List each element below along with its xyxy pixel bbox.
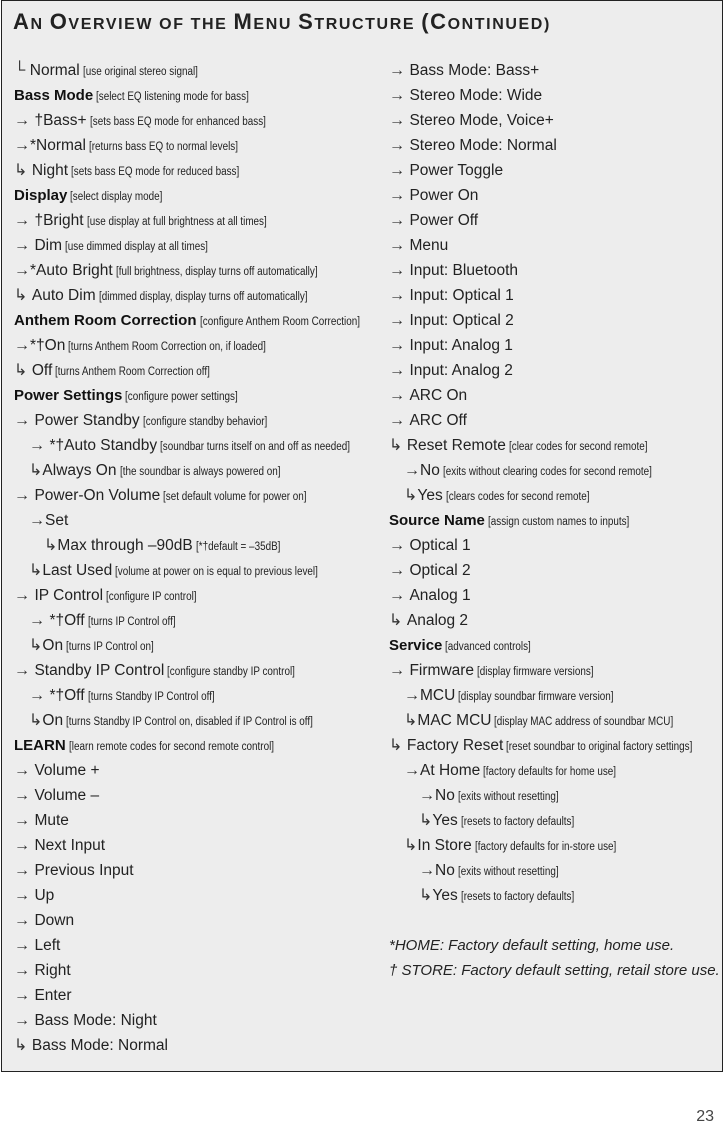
menu-item-label: Analog 1: [409, 587, 471, 604]
menu-item: [389, 283, 719, 308]
footnote-text: *HOME: Factory default setting, home use.: [389, 937, 675, 954]
menu-item-label: *†On: [30, 337, 66, 354]
menu-item-label: Last Used: [42, 562, 113, 579]
title-capital: A: [13, 9, 31, 34]
menu-item-label: Volume +: [34, 762, 100, 779]
tree-arrow-icon: →: [14, 1012, 35, 1029]
menu-item: [389, 833, 719, 858]
menu-item-description: [turns IP Control off]: [87, 616, 176, 628]
tree-arrow-icon: →: [389, 262, 410, 279]
menu-item-description: [configure IP control]: [106, 591, 197, 603]
menu-item: [389, 83, 719, 108]
tree-arrow-icon: →: [389, 162, 410, 179]
tree-arrow-icon: ↳: [389, 437, 407, 454]
menu-item-label: Normal: [29, 62, 80, 79]
menu-section-header: [14, 308, 374, 333]
menu-item: [389, 258, 719, 283]
menu-item: [389, 483, 719, 508]
menu-item-label: Input: Bluetooth: [409, 262, 519, 279]
menu-item-label: Dim: [34, 237, 63, 254]
menu-item: [389, 908, 719, 933]
title-word: TRUCTURE: [314, 16, 422, 33]
menu-item-label: In Store: [417, 837, 472, 854]
section-title: Display: [14, 187, 68, 204]
menu-item-description: [configure standby behavior]: [142, 416, 267, 428]
tree-arrow-icon: →: [389, 287, 410, 304]
menu-item-description: [display firmware versions]: [477, 666, 594, 678]
tree-arrow-icon: →: [404, 687, 420, 704]
menu-item: [14, 633, 374, 658]
menu-item: [14, 158, 374, 183]
tree-arrow-icon: →: [419, 862, 435, 879]
tree-arrow-icon: →: [14, 862, 35, 879]
menu-item-label: Reset Remote: [406, 437, 506, 454]
menu-item-description: [turns Standby IP Control on, disabled if IP Control is off]: [66, 716, 313, 728]
menu-item: [14, 58, 374, 83]
menu-item-description: [the soundbar is always powered on]: [119, 466, 281, 478]
menu-item-description: [display soundbar firmware version]: [458, 691, 614, 703]
menu-item: [389, 408, 719, 433]
menu-item-label: Input: Optical 2: [409, 312, 514, 329]
menu-item: [389, 808, 719, 833]
menu-item-description: [full brightness, display turns off automatically]: [115, 266, 318, 278]
menu-item-description: [select display mode]: [70, 191, 163, 203]
menu-item: [14, 758, 374, 783]
menu-item: [14, 808, 374, 833]
menu-item-description: [turns Standby IP Control off]: [87, 691, 215, 703]
menu-item-description: [clear codes for second remote]: [508, 441, 648, 453]
menu-section-header: [14, 733, 374, 758]
menu-item-label: Stereo Mode: Wide: [409, 87, 543, 104]
menu-structure-panel: [1, 0, 723, 1072]
menu-item-label: Off: [31, 362, 53, 379]
tree-arrow-icon: →: [14, 137, 30, 154]
title-word: ONTINUED): [447, 16, 551, 33]
menu-item: [14, 508, 374, 533]
menu-item-label: Bass Mode: Normal: [31, 1037, 168, 1054]
tree-arrow-icon: ↳: [44, 537, 58, 554]
tree-arrow-icon: →: [14, 212, 35, 229]
tree-arrow-icon: ↳: [419, 812, 433, 829]
menu-item: [389, 133, 719, 158]
menu-item-label: No: [420, 462, 440, 479]
tree-arrow-icon: →: [389, 237, 410, 254]
tree-arrow-icon: ↳: [389, 737, 407, 754]
title-capital: M: [233, 9, 254, 34]
menu-item-description: [configure standby IP control]: [167, 666, 296, 678]
menu-item-label: Left: [34, 937, 61, 954]
menu-item: [389, 458, 719, 483]
tree-arrow-icon: →: [419, 787, 435, 804]
tree-arrow-icon: →: [14, 237, 35, 254]
tree-arrow-icon: →: [14, 962, 35, 979]
menu-item: [14, 333, 374, 358]
tree-arrow-icon: →: [14, 812, 35, 829]
menu-item-label: Factory Reset: [406, 737, 504, 754]
tree-arrow-icon: →: [14, 337, 30, 354]
menu-item: [14, 133, 374, 158]
menu-item-label: MAC MCU: [417, 712, 492, 729]
footnote: [389, 933, 719, 958]
tree-arrow-icon: →: [14, 887, 35, 904]
menu-item-label: Set: [45, 512, 69, 529]
title-capital: (C: [421, 9, 448, 34]
tree-arrow-icon: ↳: [14, 287, 32, 304]
menu-item-label: †Bright: [34, 212, 84, 229]
menu-item-description: [set default volume for power on]: [163, 491, 307, 503]
section-title: Anthem Room Correction: [14, 312, 197, 329]
menu-section-header: [389, 633, 719, 658]
menu-item: [389, 208, 719, 233]
menu-item-description: [assign custom names to inputs]: [487, 516, 630, 528]
menu-item: [389, 183, 719, 208]
menu-item: [389, 108, 719, 133]
menu-item: [389, 708, 719, 733]
tree-arrow-icon: →: [389, 387, 410, 404]
menu-item-description: [turns Anthem Room Correction off]: [55, 366, 211, 378]
menu-item: [389, 58, 719, 83]
right-column: [389, 58, 719, 983]
title-word: VERVIEW: [68, 16, 160, 33]
menu-item-label: Power-On Volume: [34, 487, 161, 504]
tree-arrow-icon: →: [14, 787, 35, 804]
tree-arrow-icon: →: [14, 937, 35, 954]
menu-item: [389, 333, 719, 358]
menu-item: [14, 258, 374, 283]
tree-arrow-icon: →: [14, 412, 35, 429]
menu-item-label: Yes: [417, 487, 443, 504]
menu-item: [389, 533, 719, 558]
menu-item-label: Auto Dim: [31, 287, 96, 304]
tree-arrow-icon: →: [389, 212, 410, 229]
title-word: ENU: [253, 16, 299, 33]
footnote: [389, 958, 719, 983]
menu-item-description: [resets to factory defaults]: [460, 816, 574, 828]
title-word: OF THE: [159, 16, 234, 33]
menu-item-label: Yes: [432, 812, 458, 829]
menu-item-label: *†Auto Standby: [49, 437, 158, 454]
section-title: Bass Mode: [14, 87, 94, 104]
tree-arrow-icon: →: [389, 62, 410, 79]
menu-item: [14, 983, 374, 1008]
tree-arrow-icon: └: [14, 62, 30, 79]
tree-arrow-icon: ↳: [29, 562, 43, 579]
menu-item-label: Right: [34, 962, 71, 979]
menu-item-label: IP Control: [34, 587, 104, 604]
menu-item: [14, 1033, 374, 1058]
section-title: Service: [389, 637, 443, 654]
menu-item: [389, 158, 719, 183]
menu-item: [389, 783, 719, 808]
left-column: [14, 58, 374, 1058]
menu-item-label: Firmware: [409, 662, 475, 679]
menu-item-description: [use original stereo signal]: [82, 66, 198, 78]
menu-section-header: [14, 383, 374, 408]
tree-arrow-icon: →: [29, 612, 50, 629]
menu-item: [14, 433, 374, 458]
menu-item-label: Stereo Mode: Normal: [409, 137, 557, 154]
tree-arrow-icon: →: [389, 412, 410, 429]
menu-item-label: Previous Input: [34, 862, 134, 879]
menu-item-label: Bass Mode: Bass+: [409, 62, 540, 79]
tree-arrow-icon: →: [14, 662, 35, 679]
menu-item: [14, 908, 374, 933]
tree-arrow-icon: →: [14, 762, 35, 779]
menu-item-label: Mute: [34, 812, 69, 829]
tree-arrow-icon: ↳: [419, 887, 433, 904]
menu-item: [14, 958, 374, 983]
menu-item-description: [factory defaults for in-store use]: [474, 841, 616, 853]
tree-arrow-icon: →: [389, 87, 410, 104]
title-word: N: [30, 16, 50, 33]
menu-item: [14, 208, 374, 233]
tree-arrow-icon: →: [389, 137, 410, 154]
menu-item-description: [reset soundbar to original factory settings]: [506, 741, 693, 753]
menu-item-description: [sets bass EQ mode for enhanced bass]: [89, 116, 266, 128]
menu-item-description: [turns Anthem Room Correction on, if loaded]: [68, 341, 267, 353]
section-title: Power Settings: [14, 387, 123, 404]
menu-item-label: MCU: [420, 687, 456, 704]
menu-item: [14, 683, 374, 708]
menu-item: [14, 283, 374, 308]
menu-item-description: [configure Anthem Room Correction]: [199, 316, 360, 328]
tree-arrow-icon: ↳: [404, 712, 418, 729]
menu-item: [389, 883, 719, 908]
tree-arrow-icon: →: [14, 112, 35, 129]
tree-arrow-icon: →: [389, 537, 410, 554]
tree-arrow-icon: ↳: [14, 362, 32, 379]
menu-item-label: On: [42, 637, 64, 654]
tree-arrow-icon: ↳: [29, 712, 43, 729]
menu-item: [14, 358, 374, 383]
menu-item: [389, 233, 719, 258]
title-capital: O: [49, 9, 69, 34]
tree-arrow-icon: →: [29, 437, 50, 454]
menu-item-label: †Bass+: [34, 112, 87, 129]
menu-item-label: Bass Mode: Night: [34, 1012, 157, 1029]
menu-item-label: *†Off: [49, 612, 85, 629]
menu-item: [14, 1008, 374, 1033]
menu-item-description: [exits without clearing codes for second remote]: [442, 466, 652, 478]
menu-item-label: Enter: [34, 987, 72, 1004]
menu-item-label: Volume –: [34, 787, 100, 804]
menu-item: [389, 358, 719, 383]
menu-item-description: [*†default = –35dB]: [195, 541, 281, 553]
menu-item: [389, 383, 719, 408]
tree-arrow-icon: ↳: [14, 162, 32, 179]
menu-item-label: No: [435, 862, 455, 879]
menu-item-label: Always On: [42, 462, 117, 479]
menu-item-label: On: [42, 712, 64, 729]
menu-section-header: [389, 508, 719, 533]
menu-item: [14, 833, 374, 858]
menu-item-description: [volume at power on is equal to previous level]: [115, 566, 319, 578]
menu-item-description: [returns bass EQ to normal levels]: [88, 141, 238, 153]
menu-item: [14, 708, 374, 733]
tree-arrow-icon: ↳: [29, 462, 43, 479]
menu-item-label: Stereo Mode, Voice+: [409, 112, 554, 129]
tree-arrow-icon: →: [14, 587, 35, 604]
tree-arrow-icon: →: [29, 512, 45, 529]
tree-arrow-icon: →: [404, 762, 420, 779]
tree-arrow-icon: ↳: [29, 637, 43, 654]
tree-arrow-icon: →: [389, 662, 410, 679]
menu-item-description: [resets to factory defaults]: [460, 891, 574, 903]
tree-arrow-icon: →: [389, 562, 410, 579]
menu-item: [14, 883, 374, 908]
menu-item-label: Up: [34, 887, 55, 904]
menu-item: [14, 233, 374, 258]
menu-item-label: Max through –90dB: [57, 537, 193, 554]
tree-arrow-icon: ↳: [14, 1037, 32, 1054]
tree-arrow-icon: →: [389, 587, 410, 604]
section-title: LEARN: [14, 737, 66, 754]
menu-item: [14, 533, 374, 558]
title-capital: S: [298, 9, 315, 34]
menu-item-label: Power Toggle: [409, 162, 504, 179]
menu-item: [14, 858, 374, 883]
tree-arrow-icon: →: [389, 337, 410, 354]
menu-item: [389, 658, 719, 683]
menu-item-description: [configure power settings]: [125, 391, 239, 403]
menu-item: [389, 608, 719, 633]
menu-item: [389, 433, 719, 458]
tree-arrow-icon: →: [389, 362, 410, 379]
menu-item-label: Power Off: [409, 212, 479, 229]
tree-arrow-icon: →: [389, 112, 410, 129]
menu-item-label: Night: [31, 162, 69, 179]
menu-item: [14, 483, 374, 508]
menu-item: [389, 758, 719, 783]
tree-arrow-icon: →: [14, 262, 30, 279]
menu-item-label: Power Standby: [34, 412, 140, 429]
menu-item-label: Yes: [432, 887, 458, 904]
menu-item-label: *Normal: [30, 137, 86, 154]
menu-item: [14, 108, 374, 133]
menu-item-description: [exits without resetting]: [457, 791, 559, 803]
menu-item-label: Power On: [409, 187, 479, 204]
menu-item: [14, 558, 374, 583]
menu-item-description: [use display at full brightness at all times]: [86, 216, 267, 228]
menu-item-description: [advanced controls]: [445, 641, 532, 653]
menu-item-label: ARC On: [409, 387, 468, 404]
menu-item-label: No: [435, 787, 455, 804]
menu-item-label: Down: [34, 912, 75, 929]
menu-item-label: Optical 1: [409, 537, 471, 554]
page-title: [13, 9, 551, 35]
tree-arrow-icon: →: [389, 187, 410, 204]
menu-section-header: [14, 183, 374, 208]
footnote-text: † STORE: Factory default setting, retail store use.: [389, 962, 720, 979]
menu-item: [14, 783, 374, 808]
menu-item-label: At Home: [420, 762, 481, 779]
menu-item: [14, 458, 374, 483]
menu-item-label: *Auto Bright: [30, 262, 113, 279]
menu-item-description: [soundbar turns itself on and off as needed]: [160, 441, 351, 453]
menu-item-description: [turns IP Control on]: [66, 641, 154, 653]
menu-item-description: [sets bass EQ mode for reduced bass]: [71, 166, 240, 178]
section-title: Source Name: [389, 512, 485, 529]
menu-item-description: [dimmed display, display turns off automatically]: [98, 291, 308, 303]
menu-item-description: [factory defaults for home use]: [483, 766, 617, 778]
tree-arrow-icon: ↳: [389, 612, 407, 629]
menu-item-label: Optical 2: [409, 562, 471, 579]
tree-arrow-icon: ↳: [404, 837, 418, 854]
menu-item-description: [exits without resetting]: [457, 866, 559, 878]
menu-item: [14, 583, 374, 608]
menu-item: [389, 308, 719, 333]
menu-item: [389, 858, 719, 883]
tree-arrow-icon: →: [14, 837, 35, 854]
menu-item-description: [use dimmed display at all times]: [65, 241, 208, 253]
menu-item-label: Next Input: [34, 837, 106, 854]
menu-item: [389, 558, 719, 583]
menu-item-description: [clears codes for second remote]: [445, 491, 590, 503]
menu-item: [14, 658, 374, 683]
menu-item-label: Input: Analog 1: [409, 337, 513, 354]
menu-item-label: *†Off: [49, 687, 85, 704]
menu-item-label: ARC Off: [409, 412, 467, 429]
menu-item-label: Analog 2: [406, 612, 469, 629]
menu-item-label: Menu: [409, 237, 449, 254]
page-number: 23: [696, 1108, 714, 1125]
tree-arrow-icon: →: [404, 462, 420, 479]
tree-arrow-icon: →: [14, 987, 35, 1004]
menu-item-description: [display MAC address of soundbar MCU]: [494, 716, 674, 728]
menu-section-header: [14, 83, 374, 108]
menu-item-label: Standby IP Control: [34, 662, 165, 679]
tree-arrow-icon: →: [389, 312, 410, 329]
menu-item: [389, 683, 719, 708]
tree-arrow-icon: →: [14, 912, 35, 929]
menu-item: [14, 608, 374, 633]
menu-item: [389, 583, 719, 608]
menu-item-label: Input: Analog 2: [409, 362, 513, 379]
tree-arrow-icon: →: [14, 487, 35, 504]
menu-item: [14, 933, 374, 958]
menu-item-description: [select EQ listening mode for bass]: [96, 91, 250, 103]
menu-item-description: [learn remote codes for second remote control]: [68, 741, 274, 753]
tree-arrow-icon: ↳: [404, 487, 418, 504]
tree-arrow-icon: →: [29, 687, 50, 704]
menu-item: [14, 408, 374, 433]
menu-item-label: Input: Optical 1: [409, 287, 514, 304]
menu-item: [389, 733, 719, 758]
